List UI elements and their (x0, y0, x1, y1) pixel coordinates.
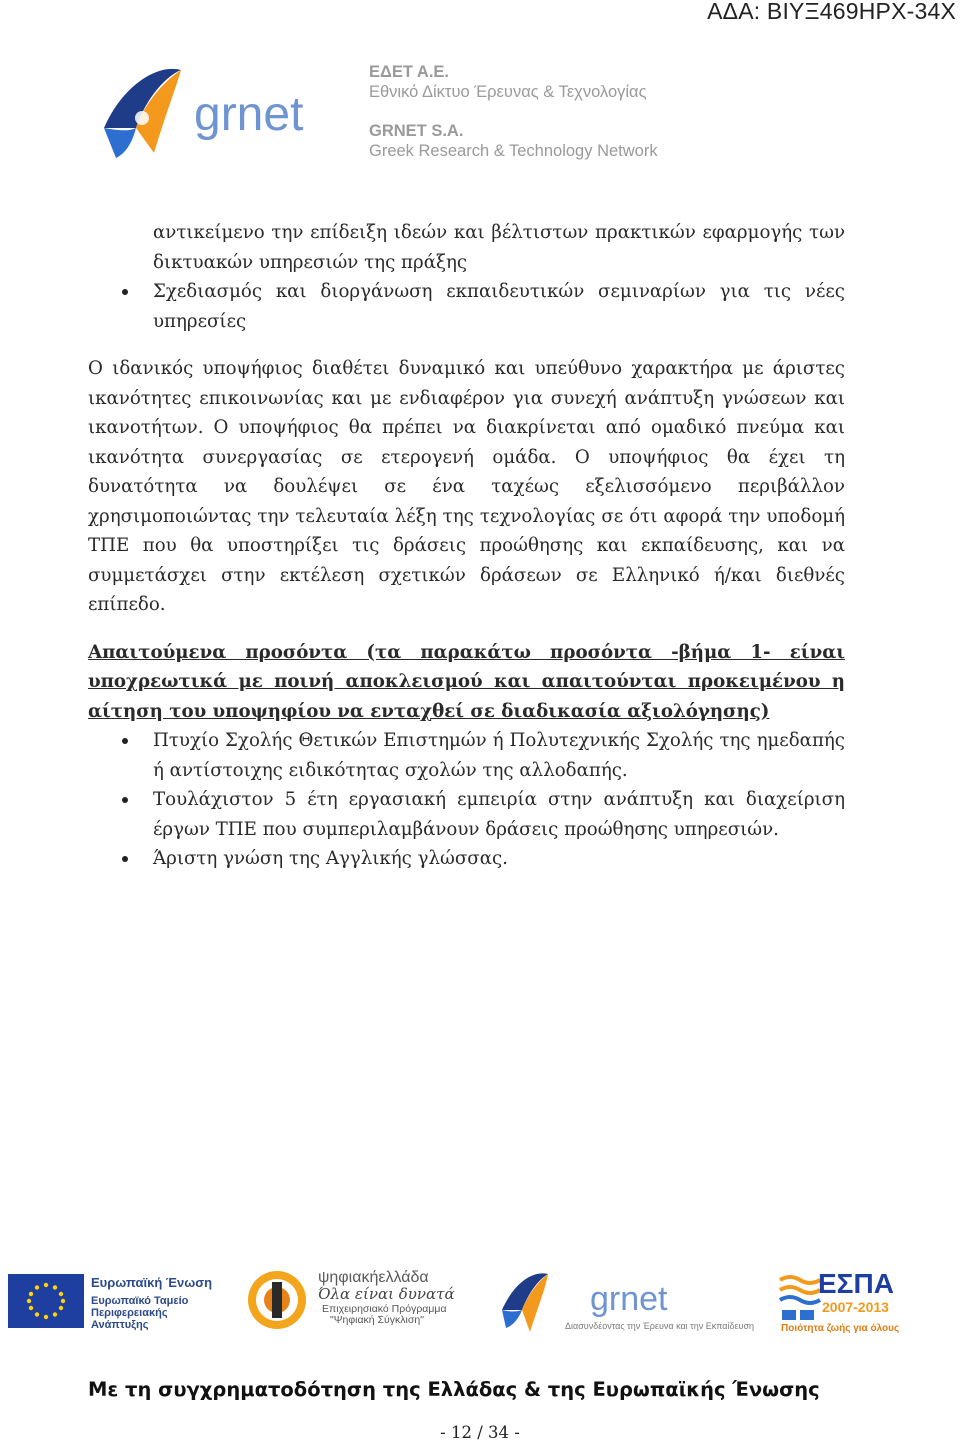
top-continuation: αντικείμενο την επίδειξη ιδεών και βέλτιστων πρακτικών εφαρμογής των δικτυακών υπηρεσιών της πράξης (153, 222, 845, 273)
org-gr-name: ΕΔΕΤ Α.Ε. (369, 63, 450, 81)
espa-line2: 2007-2013 (822, 1299, 889, 1315)
espa-line3: Ποιότητα ζωής για όλους (781, 1323, 900, 1334)
list-item: Άριστη γνώση της Αγγλικής γλώσσας. (153, 844, 845, 874)
espa-logo-icon (780, 1277, 820, 1320)
espa-line1: ΕΣΠΑ (818, 1268, 894, 1299)
org-en-name: GRNET S.A. (369, 122, 464, 140)
eu-line1: Ευρωπαϊκή Ένωση (91, 1275, 213, 1290)
footer-logos (0, 1262, 960, 1342)
ada-code: ΑΔΑ: ΒΙΥΞ469ΗΡΧ-34Χ (707, 0, 956, 24)
eu-line3: Περιφερειακής (91, 1307, 168, 1319)
digital-greece-emblem-icon (248, 1271, 306, 1329)
cofinancing-statement: Με τη συγχρηματοδότηση της Ελλάδας & της Ευρωπαϊκής Ένωσης (88, 1378, 820, 1401)
candidate-paragraph: Ο ιδανικός υποψήφιος διαθέτει δυναμικό και υπεύθυνο χαρακτήρα με άριστες ικανότητες επικοινωνίας και με ενδιαφέρον για συνεχή ανάπτυξη γνώσεων και ικανοτήτων. Ο υποψήφιος θα πρέπει να διακρίνεται από ομαδικό πνεύμα και ικανότητα συνεργασίας σε ετερογενή ομάδα. Ο υποψήφιος θα έχει τη δυνατότητα να δουλέψει σε ένα ταχέως εξελισσόμενο περιβάλλον χρησιμοποιώντας την τελευταία λέξη της τεχνολογίας σε ότι αφορά την υποδομή ΤΠΕ που θα υποστηρίξει τις δράσεις προώθησης και εκπαίδευσης, και να συμμετάσχει στην εκτέλεση σχετικών δράσεων σε Ελληνικό ή/και διεθνές επίπεδο. (88, 358, 845, 615)
requirements-heading: Απαιτούμενα προσόντα (τα παρακάτω προσόντα -βήμα 1- είναι υποχρεωτικά με ποινή αποκλεισμού και απαιτούνται προκειμένου η αίτηση του υποψηφίου να ενταχθεί σε διαδικασία αξιολόγησης) (88, 641, 845, 722)
list-item: Σχεδιασμός και διοργάνωση εκπαιδευτικών σεμιναρίων για τις νέες υπηρεσίες (153, 277, 845, 336)
grnet-footer-swoosh-icon (502, 1273, 548, 1332)
grnet-swoosh-icon (104, 69, 181, 158)
grnet-logo (96, 58, 336, 168)
document-body (88, 218, 845, 874)
page-number: - 12 / 34 - (440, 1423, 520, 1442)
eu-line2: Ευρωπαϊκό Ταμείο (91, 1295, 189, 1307)
list-item: Πτυχίο Σχολής Θετικών Επιστημών ή Πολυτεχνικής Σχολής της ημεδαπής ή αντίστοιχης ειδικότητας σχολών της αλλοδαπής. (153, 726, 845, 785)
org-gr-full: Εθνικό Δίκτυο Έρευνας & Τεχνολογίας (369, 83, 647, 101)
digital-line4: "Ψηφιακή Σύγκλιση" (330, 1314, 424, 1326)
grnet-footer-logo-text: grnet (590, 1280, 668, 1318)
digital-line3: Επιχειρησιακό Πρόγραμμα (322, 1303, 447, 1315)
grnet-tagline: Διασυνδέοντας την Έρευνα και την Εκπαίδευση (565, 1321, 755, 1331)
eu-line4: Ανάπτυξης (91, 1319, 149, 1331)
digital-line2: Όλα είναι δυνατά (318, 1285, 455, 1303)
org-en-full: Greek Research & Technology Network (369, 142, 658, 160)
eu-flag-icon (8, 1274, 84, 1328)
digital-line1: ψηφιακήελλάδα (318, 1269, 429, 1286)
list-item: Τουλάχιστον 5 έτη εργασιακή εμπειρία στην ανάπτυξη και διαχείριση έργων ΤΠΕ που συμπεριλαμβάνουν δράσεις προώθησης υπηρεσιών. (153, 785, 845, 844)
grnet-logo-text: grnet (194, 88, 304, 141)
